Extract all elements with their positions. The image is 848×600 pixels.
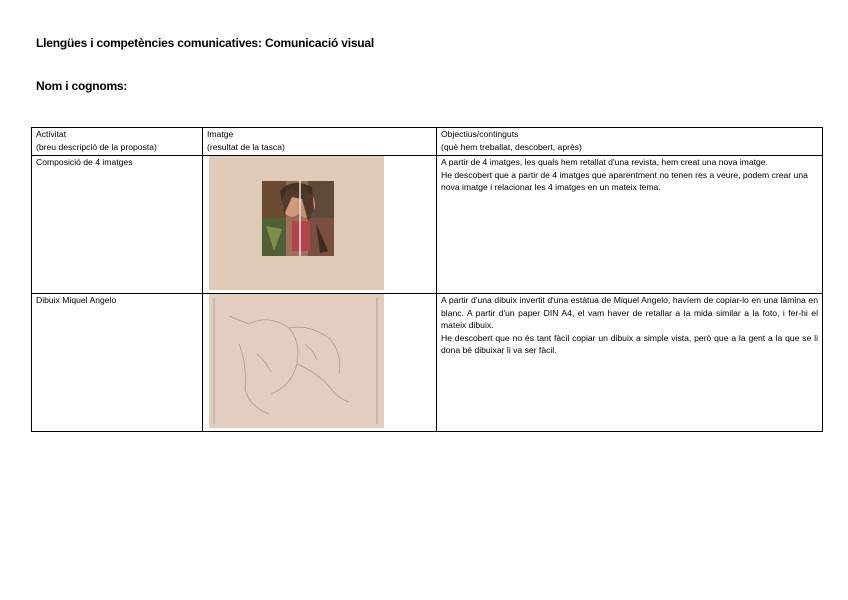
document-title: Llengües i competències comunicatives: Comunicació visual bbox=[36, 36, 375, 50]
header-image-subtitle: (resultat de la tasca) bbox=[207, 141, 285, 152]
objective-paragraph: He descobert que no és tant fàcil copiar un dibuix a simple vista, però que a la gent a la que se li dona bé dibuixar li va ser fàcil. bbox=[441, 332, 818, 355]
image-cell bbox=[203, 156, 437, 294]
objective-paragraph: A partir de 4 imatges, les quals hem retallat d'una revista, hem creat una nova imatge. bbox=[441, 157, 768, 167]
activity-label: Composició de 4 imatges bbox=[36, 157, 133, 167]
objectives-cell bbox=[437, 294, 823, 432]
header-image bbox=[203, 128, 437, 156]
activities-table bbox=[31, 127, 823, 432]
header-activity bbox=[32, 128, 203, 156]
header-objectives-subtitle: (què hem treballat, descobert, après) bbox=[441, 141, 582, 152]
collage-photo-icon bbox=[209, 156, 384, 290]
pencil-drawing-photo-icon bbox=[209, 294, 384, 428]
header-objectives-title: Objectius/continguts bbox=[441, 129, 519, 139]
table-header-row bbox=[32, 128, 823, 156]
activity-cell bbox=[32, 294, 203, 432]
image-cell bbox=[203, 294, 437, 432]
header-image-title: Imatge bbox=[207, 129, 234, 139]
header-activity-title: Activitat bbox=[36, 129, 67, 139]
activity-label: Dibuix Miquel Angelo bbox=[36, 295, 117, 305]
activity-cell bbox=[32, 156, 203, 294]
objective-paragraph: He descobert que a partir de 4 imatges que aparentment no tenen res a veure, podem crear una nova imatge i relacionar les 4 imatges en un mateix tema. bbox=[441, 169, 808, 192]
header-objectives bbox=[437, 128, 823, 156]
objective-paragraph: A partir d'una dibuix invertit d'una estàtua de Miquel Angelo, havíem de copiar-lo en una làmina en blanc. A partir d'un paper DIN A4, el vam haver de retallar a la mida similar a la foto, i fer-hi el mateix dibuix. bbox=[441, 295, 818, 330]
objectives-cell bbox=[437, 156, 823, 294]
table-row bbox=[32, 294, 823, 432]
header-activity-subtitle: (breu descripció de la proposta) bbox=[36, 141, 157, 152]
table-row bbox=[32, 156, 823, 294]
name-label: Nom i cognoms: bbox=[36, 79, 128, 93]
